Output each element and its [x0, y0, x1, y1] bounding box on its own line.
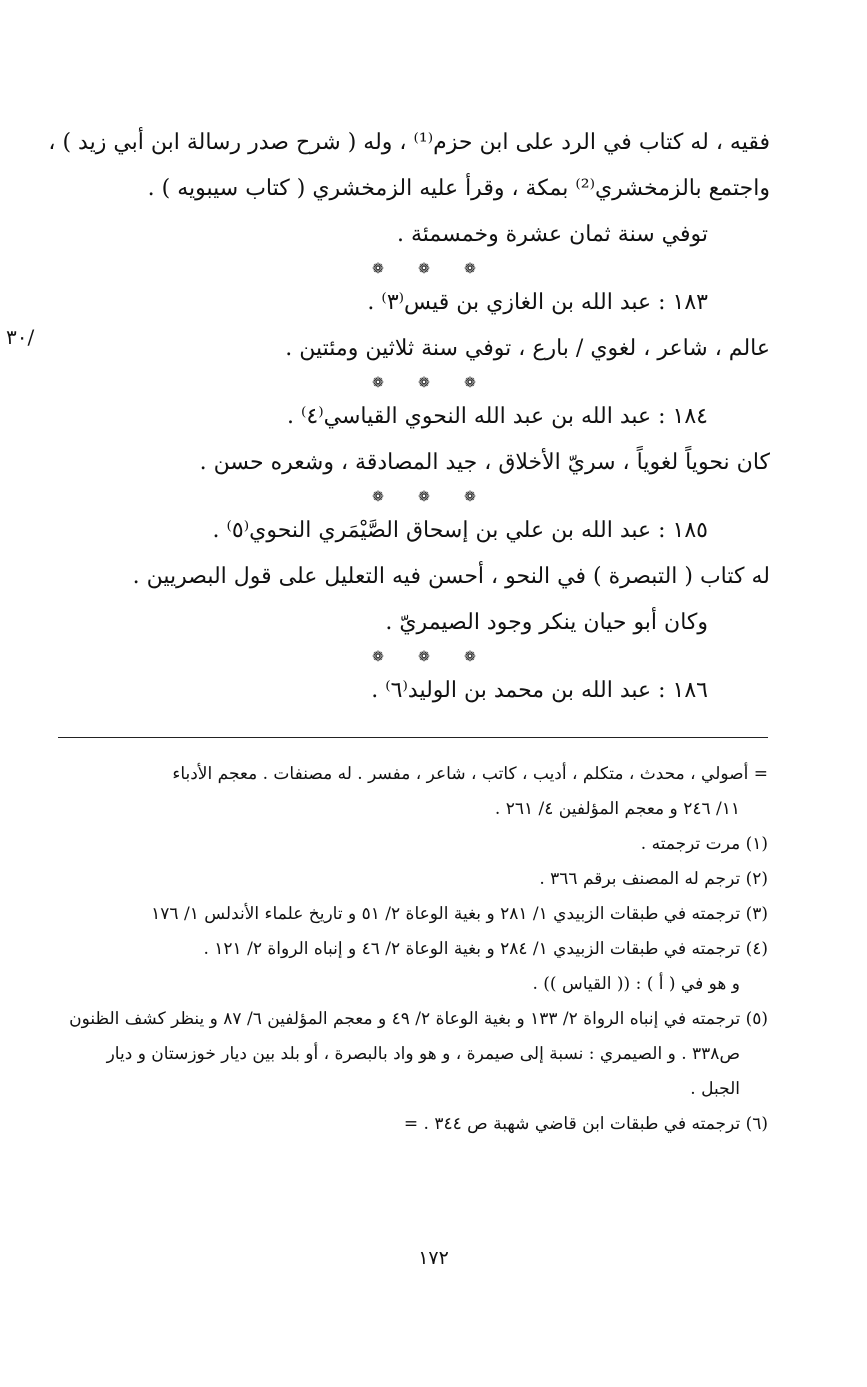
- star-ornament-icon: ❁: [372, 261, 384, 277]
- star-ornament-icon: ❁: [418, 649, 430, 665]
- footnote-line: ١١/ ٢٤٦ و معجم المؤلفين ٤/ ٢٦١ .: [494, 799, 740, 819]
- text-line: توفي سنة ثمان عشرة وخمسمئة .: [396, 222, 708, 247]
- main-text: [48, 120, 770, 714]
- text-line: فقيه ، له كتاب في الرد على ابن حزم⁽¹⁾ ، وله ( شرح صدر رسالة ابن أبي زيد ) ،: [48, 130, 770, 155]
- footnote-line: (٥) ترجمته في إنباه الرواة ٢/ ١٣٣ و بغية الوعاة ٢/ ٤٩ و معجم المؤلفين ٦/ ٨٧ و ينظر كشف الظنون: [69, 1009, 768, 1029]
- separator-stars: [58, 258, 770, 280]
- footnote-line: (١) مرت ترجمته .: [640, 834, 768, 854]
- footnote-line: (٢) ترجم له المصنف برقم ٣٦٦ .: [539, 869, 768, 889]
- entry-text: وكان أبو حيان ينكر وجود الصيمريّ .: [385, 610, 708, 635]
- star-ornament-icon: ❁: [464, 261, 476, 277]
- footnote-line: الجبل .: [690, 1079, 740, 1099]
- star-ornament-icon: ❁: [418, 261, 430, 277]
- footnote-line: ص٣٣٨ . و الصيمري : نسبة إلى صيمرة ، و هو واد بالبصرة ، أو بلد بين ديار خوزستان و ديار: [106, 1044, 740, 1064]
- margin-page-marker: /٣٠: [6, 325, 35, 349]
- entry-text: له كتاب ( التبصرة ) في النحو ، أحسن فيه التعليل على قول البصريين .: [132, 564, 770, 589]
- separator-stars: [58, 372, 770, 394]
- entry-title: ١٨٤ : عبد الله بن عبد الله النحوي القياسي⁽٤⁾ .: [286, 404, 708, 429]
- star-ornament-icon: ❁: [418, 489, 430, 505]
- star-ornament-icon: ❁: [372, 649, 384, 665]
- separator-stars: [58, 486, 770, 508]
- footnote-divider: [58, 737, 768, 738]
- entry-title: ١٨٣ : عبد الله بن الغازي بن قيس⁽٣⁾ .: [367, 290, 708, 315]
- entry-text: كان نحوياً لغوياً ، سريّ الأخلاق ، جيد المصادقة ، وشعره حسن .: [199, 450, 770, 475]
- entry-text: عالم ، شاعر ، لغوي / بارع ، توفي سنة ثلاثين ومئتين .: [285, 336, 770, 361]
- page-number: ١٧٢: [418, 1247, 449, 1269]
- star-ornament-icon: ❁: [418, 375, 430, 391]
- footnote-line: (٦) ترجمته في طبقات ابن قاضي شهبة ص ٣٤٤ . =: [403, 1114, 768, 1134]
- entry-title: ١٨٥ : عبد الله بن علي بن إسحاق الصَّيْمَري النحوي⁽٥⁾ .: [212, 518, 708, 543]
- star-ornament-icon: ❁: [464, 649, 476, 665]
- entry-title: ١٨٦ : عبد الله بن محمد بن الوليد⁽٦⁾ .: [371, 678, 708, 703]
- footnote-line: (٤) ترجمته في طبقات الزبيدي ١/ ٢٨٤ و بغية الوعاة ٢/ ٤٦ و إنباه الرواة ٢/ ١٢١ .: [203, 939, 768, 959]
- footnote-line: = أصولي ، محدث ، متكلم ، أديب ، كاتب ، شاعر ، مفسر . له مصنفات . معجم الأدباء: [172, 764, 768, 784]
- footnotes: [50, 757, 768, 1142]
- star-ornament-icon: ❁: [372, 489, 384, 505]
- star-ornament-icon: ❁: [372, 375, 384, 391]
- footnote-line: (٣) ترجمته في طبقات الزبيدي ١/ ٢٨١ و بغية الوعاة ٢/ ٥١ و تاريخ علماء الأندلس ١/ ١٧٦: [151, 904, 768, 924]
- separator-stars: [58, 646, 770, 668]
- footnote-line: و هو في ( أ ) : (( القياس )) .: [532, 974, 740, 994]
- star-ornament-icon: ❁: [464, 489, 476, 505]
- text-line: واجتمع بالزمخشري⁽²⁾ بمكة ، وقرأ عليه الزمخشري ( كتاب سيبويه ) .: [147, 176, 770, 201]
- star-ornament-icon: ❁: [464, 375, 476, 391]
